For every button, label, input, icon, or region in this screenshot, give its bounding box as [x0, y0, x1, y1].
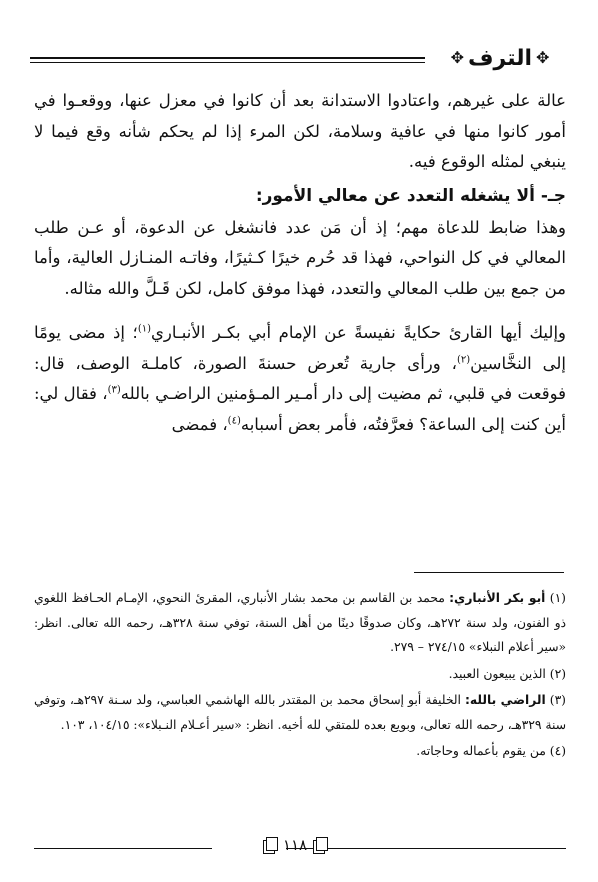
- footnote-term: أبو بكر الأنباري:: [449, 591, 546, 605]
- ornament-icon: ✥: [450, 48, 464, 67]
- text-run: ؛ إذ مضى يومًا إلى النخَّاسين: [34, 323, 566, 373]
- page-footer: [34, 824, 566, 864]
- section-heading: جـ- ألا يشغله التعدد عن معالي الأمور:: [255, 185, 566, 206]
- footnote-number: (٤): [549, 744, 566, 758]
- paragraph-2: وهذا ضابط للدعاة مهم؛ إذ أن مَن عدد فانشغل عن الدعوة، أو عـن طلب المعالي في كل النواحي، فهذا قد حُرم خيرًا كـثيرًا، وفاتـه المنـازل العالية، وأما من جمع بين طلب المعالي والتعدد، فهذا موفق كامل، لكن قَـلَّ والله مثاله.: [34, 217, 566, 298]
- header-title-box: [430, 40, 570, 76]
- ornament-icon: ✥: [536, 48, 550, 67]
- running-header: [30, 38, 570, 78]
- footnote-text: محمد بن القاسم بن محمد بشار الأنباري، المقرئ النحوي، الإمـام الحـافظ اللغوي ذو الفنون، ولد سنة ٢٧٢هـ، وكان صدوقًا دينًا من أهل السنة، توفي سنة ٣٢٨هـ، رحمه الله تعالى. انظر: «سير أعلام النبلاء» ٢٧٤/١٥ – ٢٧٩.: [34, 591, 567, 654]
- paragraph-3: [34, 318, 566, 440]
- main-text: [34, 86, 566, 440]
- footnote-term: الراضي بالله:: [464, 693, 546, 707]
- footnote-number: (٣): [549, 693, 566, 707]
- footnote-ref: (٢): [456, 354, 471, 365]
- footnote-text: الذين يبيعون العبيد.: [448, 666, 546, 681]
- footnote-1: [34, 586, 566, 660]
- footnote-2: [34, 662, 566, 687]
- running-title: الترف: [467, 45, 533, 71]
- footnote-number: (٢): [549, 666, 566, 681]
- footer-rule: [34, 848, 212, 849]
- footnote-separator: [414, 572, 564, 573]
- page-number: ١١٨: [282, 836, 308, 854]
- page-number-box: [239, 830, 351, 860]
- footnote-4: [34, 739, 566, 764]
- footnote-text: من يقوم بأعماله وحاجاته.: [416, 744, 546, 758]
- footnote-number: (١): [549, 591, 566, 605]
- footnote-text: الخليفة أبو إسحاق محمد بن المقتدر بالله الهاشمي العباسي، ولد سـنة ٢٩٧هـ، وتوفي سنة ٣٢٩هـ، رحمه الله تعالى، وبويع بعده للمتقي لله أخيه. انظر: «سير أعـلام النـبلاء»: ١٠٤/١٥، ١٠٣.: [34, 693, 566, 732]
- footnote-ref: (١): [137, 323, 151, 335]
- header-rule: [30, 57, 425, 59]
- text-run: وإليك أيها القارئ حكايةً نفيسةً عن الإمام أبي بكـر الأنبـاري: [151, 323, 566, 342]
- footnote-ref: (٤): [227, 415, 241, 426]
- footnote-3: [34, 688, 566, 737]
- text-run: ، ورأى جارية تُعرض حسنةَ الصورة، كاملـة الوصف، قال: فوقعت في قلبي، ثم مضيت إلى دار أمـير المـؤمنين الراضـي بالله: [34, 353, 566, 403]
- book-square-icon: [313, 837, 327, 853]
- text-run: ، فمضى: [171, 414, 228, 434]
- paragraph-1: عالة على غيرهم، واعتادوا الاستدانة بعد أن كانوا في معزل عنها، ووقعـوا في أمور كانوا منها في عافية وسلامة، لكن المرء إذا لم يحكم شأنه وقع فيما لا ينبغي لمثله الوقوع فيه.: [34, 91, 566, 171]
- book-square-icon: [263, 837, 277, 853]
- text-run: ، فقال لي: أين كنت إلى الساعة؟ فعرَّفتُه، فأمر بعض أسبابه: [34, 384, 566, 434]
- footnotes: [34, 586, 566, 766]
- footnote-ref: (٣): [107, 384, 121, 396]
- header-rule-thin: [30, 62, 425, 63]
